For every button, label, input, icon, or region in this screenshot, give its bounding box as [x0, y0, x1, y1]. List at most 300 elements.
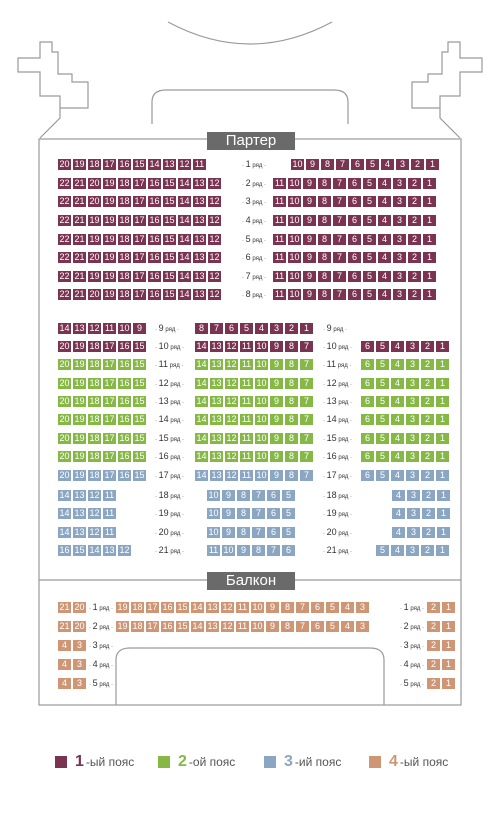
seat-4-right-3[interactable]: 3 [392, 214, 407, 227]
seat-b1-mid-8[interactable]: 8 [280, 601, 295, 614]
seat-10-left-20[interactable]: 20 [57, 340, 72, 353]
seat-21-left-14[interactable]: 14 [87, 544, 102, 557]
seat-10-mid-14[interactable]: 14 [194, 340, 209, 353]
seat-7-left-12[interactable]: 12 [207, 270, 222, 283]
seat-11-left-19[interactable]: 19 [72, 358, 87, 371]
seat-21-left-16[interactable]: 16 [57, 544, 72, 557]
seat-12-mid-8[interactable]: 8 [284, 377, 299, 390]
seat-3-right-6[interactable]: 6 [347, 195, 362, 208]
seat-14-left-20[interactable]: 20 [57, 413, 72, 426]
seat-17-right-6[interactable]: 6 [360, 469, 375, 482]
seat-5-right-2[interactable]: 2 [407, 233, 422, 246]
seat-7-left-21[interactable]: 21 [72, 270, 87, 283]
seat-19-right-1[interactable]: 1 [436, 507, 451, 520]
seat-4-left-12[interactable]: 12 [207, 214, 222, 227]
seat-3-right-7[interactable]: 7 [332, 195, 347, 208]
seat-14-mid-11[interactable]: 11 [239, 413, 254, 426]
seat-3-left-17[interactable]: 17 [132, 195, 147, 208]
seat-11-mid-9[interactable]: 9 [269, 358, 284, 371]
seat-b2-mid-6[interactable]: 6 [310, 620, 325, 633]
seat-17-left-20[interactable]: 20 [57, 469, 72, 482]
seat-18-right-2[interactable]: 2 [421, 489, 436, 502]
seat-5-left-15[interactable]: 15 [162, 233, 177, 246]
seat-b1-mid-12[interactable]: 12 [220, 601, 235, 614]
seat-17-left-16[interactable]: 16 [117, 469, 132, 482]
seat-3-right-9[interactable]: 9 [302, 195, 317, 208]
seat-b1-right-2[interactable]: 2 [426, 601, 441, 614]
seat-b1-left-21[interactable]: 21 [57, 601, 72, 614]
seat-6-left-22[interactable]: 22 [57, 251, 72, 264]
seat-8-left-13[interactable]: 13 [192, 288, 207, 301]
seat-14-right-6[interactable]: 6 [360, 413, 375, 426]
seat-19-left-12[interactable]: 12 [87, 507, 102, 520]
seat-12-mid-9[interactable]: 9 [269, 377, 284, 390]
seat-1-left-15[interactable]: 15 [132, 158, 147, 171]
seat-18-right-4[interactable]: 4 [391, 489, 406, 502]
seat-7-left-17[interactable]: 17 [132, 270, 147, 283]
seat-6-left-17[interactable]: 17 [132, 251, 147, 264]
seat-b3-left-3[interactable]: 3 [72, 639, 87, 652]
seat-17-left-19[interactable]: 19 [72, 469, 87, 482]
seat-b2-left-21[interactable]: 21 [57, 620, 72, 633]
seat-14-right-1[interactable]: 1 [435, 413, 450, 426]
seat-8-left-15[interactable]: 15 [162, 288, 177, 301]
seat-14-left-17[interactable]: 17 [102, 413, 117, 426]
seat-7-right-8[interactable]: 8 [317, 270, 332, 283]
seat-1-right-3[interactable]: 3 [395, 158, 410, 171]
seat-15-right-4[interactable]: 4 [390, 432, 405, 445]
seat-21-mid-7[interactable]: 7 [266, 544, 281, 557]
seat-2-left-17[interactable]: 17 [132, 177, 147, 190]
seat-20-mid-10[interactable]: 10 [206, 526, 221, 539]
seat-8-left-14[interactable]: 14 [177, 288, 192, 301]
seat-3-left-18[interactable]: 18 [117, 195, 132, 208]
seat-6-left-20[interactable]: 20 [87, 251, 102, 264]
seat-10-left-16[interactable]: 16 [117, 340, 132, 353]
seat-16-left-20[interactable]: 20 [57, 450, 72, 463]
seat-2-right-11[interactable]: 11 [272, 177, 287, 190]
seat-11-left-15[interactable]: 15 [132, 358, 147, 371]
seat-10-right-2[interactable]: 2 [420, 340, 435, 353]
seat-3-right-3[interactable]: 3 [392, 195, 407, 208]
seat-16-mid-13[interactable]: 13 [209, 450, 224, 463]
seat-2-left-18[interactable]: 18 [117, 177, 132, 190]
seat-12-right-2[interactable]: 2 [420, 377, 435, 390]
seat-4-right-11[interactable]: 11 [272, 214, 287, 227]
seat-1-left-17[interactable]: 17 [102, 158, 117, 171]
seat-1-right-7[interactable]: 7 [335, 158, 350, 171]
seat-b1-mid-5[interactable]: 5 [325, 601, 340, 614]
seat-19-mid-5[interactable]: 5 [281, 507, 296, 520]
seat-7-right-11[interactable]: 11 [272, 270, 287, 283]
seat-b1-right-1[interactable]: 1 [441, 601, 456, 614]
seat-b2-mid-13[interactable]: 13 [205, 620, 220, 633]
seat-5-right-6[interactable]: 6 [347, 233, 362, 246]
seat-1-right-5[interactable]: 5 [365, 158, 380, 171]
seat-15-right-3[interactable]: 3 [405, 432, 420, 445]
seat-20-right-2[interactable]: 2 [421, 526, 436, 539]
seat-11-right-1[interactable]: 1 [435, 358, 450, 371]
seat-12-left-19[interactable]: 19 [72, 377, 87, 390]
seat-2-right-10[interactable]: 10 [287, 177, 302, 190]
seat-13-left-15[interactable]: 15 [132, 395, 147, 408]
seat-b1-mid-14[interactable]: 14 [190, 601, 205, 614]
seat-4-right-4[interactable]: 4 [377, 214, 392, 227]
seat-21-right-5[interactable]: 5 [375, 544, 390, 557]
seat-14-right-5[interactable]: 5 [375, 413, 390, 426]
seat-6-right-4[interactable]: 4 [377, 251, 392, 264]
seat-7-left-19[interactable]: 19 [102, 270, 117, 283]
seat-1-left-20[interactable]: 20 [57, 158, 72, 171]
seat-17-mid-7[interactable]: 7 [299, 469, 314, 482]
seat-1-left-13[interactable]: 13 [162, 158, 177, 171]
seat-4-right-10[interactable]: 10 [287, 214, 302, 227]
seat-b1-mid-6[interactable]: 6 [310, 601, 325, 614]
seat-6-left-13[interactable]: 13 [192, 251, 207, 264]
seat-19-left-14[interactable]: 14 [57, 507, 72, 520]
seat-2-right-6[interactable]: 6 [347, 177, 362, 190]
seat-7-left-16[interactable]: 16 [147, 270, 162, 283]
seat-3-right-5[interactable]: 5 [362, 195, 377, 208]
seat-14-mid-8[interactable]: 8 [284, 413, 299, 426]
seat-10-right-1[interactable]: 1 [435, 340, 450, 353]
seat-14-mid-12[interactable]: 12 [224, 413, 239, 426]
seat-13-mid-7[interactable]: 7 [299, 395, 314, 408]
seat-18-left-13[interactable]: 13 [72, 489, 87, 502]
seat-16-mid-8[interactable]: 8 [284, 450, 299, 463]
seat-1-right-8[interactable]: 8 [320, 158, 335, 171]
seat-21-mid-10[interactable]: 10 [221, 544, 236, 557]
seat-8-right-4[interactable]: 4 [377, 288, 392, 301]
seat-13-left-18[interactable]: 18 [87, 395, 102, 408]
seat-11-right-2[interactable]: 2 [420, 358, 435, 371]
seat-13-right-1[interactable]: 1 [435, 395, 450, 408]
seat-18-mid-10[interactable]: 10 [206, 489, 221, 502]
seat-12-mid-14[interactable]: 14 [194, 377, 209, 390]
seat-4-right-8[interactable]: 8 [317, 214, 332, 227]
seat-12-mid-12[interactable]: 12 [224, 377, 239, 390]
seat-15-left-15[interactable]: 15 [132, 432, 147, 445]
seat-18-mid-6[interactable]: 6 [266, 489, 281, 502]
seat-1-right-2[interactable]: 2 [410, 158, 425, 171]
seat-15-right-2[interactable]: 2 [420, 432, 435, 445]
seat-8-left-16[interactable]: 16 [147, 288, 162, 301]
seat-21-right-2[interactable]: 2 [420, 544, 435, 557]
seat-3-right-2[interactable]: 2 [407, 195, 422, 208]
seat-2-right-3[interactable]: 3 [392, 177, 407, 190]
seat-4-left-13[interactable]: 13 [192, 214, 207, 227]
seat-17-right-3[interactable]: 3 [405, 469, 420, 482]
seat-b2-mid-14[interactable]: 14 [190, 620, 205, 633]
seat-18-mid-5[interactable]: 5 [281, 489, 296, 502]
seat-16-left-19[interactable]: 19 [72, 450, 87, 463]
seat-2-right-9[interactable]: 9 [302, 177, 317, 190]
seat-6-right-1[interactable]: 1 [422, 251, 437, 264]
seat-3-left-16[interactable]: 16 [147, 195, 162, 208]
seat-8-right-10[interactable]: 10 [287, 288, 302, 301]
seat-6-left-18[interactable]: 18 [117, 251, 132, 264]
seat-20-left-12[interactable]: 12 [87, 526, 102, 539]
seat-15-mid-14[interactable]: 14 [194, 432, 209, 445]
seat-9-left-11[interactable]: 11 [102, 322, 117, 335]
seat-8-left-20[interactable]: 20 [87, 288, 102, 301]
seat-17-right-5[interactable]: 5 [375, 469, 390, 482]
seat-19-mid-10[interactable]: 10 [206, 507, 221, 520]
seat-14-right-2[interactable]: 2 [420, 413, 435, 426]
seat-5-left-14[interactable]: 14 [177, 233, 192, 246]
seat-20-mid-9[interactable]: 9 [221, 526, 236, 539]
seat-6-right-5[interactable]: 5 [362, 251, 377, 264]
seat-5-left-16[interactable]: 16 [147, 233, 162, 246]
seat-12-left-17[interactable]: 17 [102, 377, 117, 390]
seat-2-left-12[interactable]: 12 [207, 177, 222, 190]
seat-7-left-15[interactable]: 15 [162, 270, 177, 283]
seat-13-right-4[interactable]: 4 [390, 395, 405, 408]
seat-3-right-1[interactable]: 1 [422, 195, 437, 208]
seat-7-right-9[interactable]: 9 [302, 270, 317, 283]
seat-18-left-14[interactable]: 14 [57, 489, 72, 502]
seat-b1-mid-17[interactable]: 17 [145, 601, 160, 614]
seat-10-left-18[interactable]: 18 [87, 340, 102, 353]
seat-b1-mid-15[interactable]: 15 [175, 601, 190, 614]
seat-5-right-11[interactable]: 11 [272, 233, 287, 246]
seat-b1-mid-4[interactable]: 4 [340, 601, 355, 614]
seat-10-left-19[interactable]: 19 [72, 340, 87, 353]
seat-16-right-3[interactable]: 3 [405, 450, 420, 463]
seat-16-mid-12[interactable]: 12 [224, 450, 239, 463]
seat-11-mid-8[interactable]: 8 [284, 358, 299, 371]
seat-11-right-4[interactable]: 4 [390, 358, 405, 371]
seat-14-mid-14[interactable]: 14 [194, 413, 209, 426]
seat-15-mid-13[interactable]: 13 [209, 432, 224, 445]
seat-11-mid-11[interactable]: 11 [239, 358, 254, 371]
seat-13-mid-10[interactable]: 10 [254, 395, 269, 408]
seat-19-right-4[interactable]: 4 [391, 507, 406, 520]
seat-11-left-16[interactable]: 16 [117, 358, 132, 371]
seat-b1-left-20[interactable]: 20 [72, 601, 87, 614]
seat-20-mid-6[interactable]: 6 [266, 526, 281, 539]
seat-3-left-20[interactable]: 20 [87, 195, 102, 208]
seat-6-left-16[interactable]: 16 [147, 251, 162, 264]
seat-3-left-19[interactable]: 19 [102, 195, 117, 208]
seat-12-right-1[interactable]: 1 [435, 377, 450, 390]
seat-9-left-12[interactable]: 12 [87, 322, 102, 335]
seat-12-left-16[interactable]: 16 [117, 377, 132, 390]
seat-7-left-22[interactable]: 22 [57, 270, 72, 283]
seat-14-mid-9[interactable]: 9 [269, 413, 284, 426]
seat-b1-mid-13[interactable]: 13 [205, 601, 220, 614]
seat-9-mid-6[interactable]: 6 [224, 322, 239, 335]
seat-5-left-13[interactable]: 13 [192, 233, 207, 246]
seat-11-right-3[interactable]: 3 [405, 358, 420, 371]
seat-7-right-2[interactable]: 2 [407, 270, 422, 283]
seat-b1-mid-9[interactable]: 9 [265, 601, 280, 614]
seat-1-left-16[interactable]: 16 [117, 158, 132, 171]
seat-19-right-2[interactable]: 2 [421, 507, 436, 520]
seat-b2-mid-15[interactable]: 15 [175, 620, 190, 633]
seat-20-right-4[interactable]: 4 [391, 526, 406, 539]
seat-7-right-5[interactable]: 5 [362, 270, 377, 283]
seat-14-left-15[interactable]: 15 [132, 413, 147, 426]
seat-10-right-4[interactable]: 4 [390, 340, 405, 353]
seat-11-mid-14[interactable]: 14 [194, 358, 209, 371]
seat-2-left-15[interactable]: 15 [162, 177, 177, 190]
seat-3-left-21[interactable]: 21 [72, 195, 87, 208]
seat-20-right-3[interactable]: 3 [406, 526, 421, 539]
seat-7-left-18[interactable]: 18 [117, 270, 132, 283]
seat-b2-mid-3[interactable]: 3 [355, 620, 370, 633]
seat-10-mid-11[interactable]: 11 [239, 340, 254, 353]
seat-8-right-3[interactable]: 3 [392, 288, 407, 301]
seat-b2-mid-17[interactable]: 17 [145, 620, 160, 633]
seat-10-mid-8[interactable]: 8 [284, 340, 299, 353]
seat-4-right-1[interactable]: 1 [422, 214, 437, 227]
seat-11-right-6[interactable]: 6 [360, 358, 375, 371]
seat-13-mid-13[interactable]: 13 [209, 395, 224, 408]
seat-3-left-15[interactable]: 15 [162, 195, 177, 208]
seat-8-left-17[interactable]: 17 [132, 288, 147, 301]
seat-7-right-4[interactable]: 4 [377, 270, 392, 283]
seat-8-right-7[interactable]: 7 [332, 288, 347, 301]
seat-1-left-14[interactable]: 14 [147, 158, 162, 171]
seat-5-right-4[interactable]: 4 [377, 233, 392, 246]
seat-12-mid-10[interactable]: 10 [254, 377, 269, 390]
seat-2-right-8[interactable]: 8 [317, 177, 332, 190]
seat-17-left-18[interactable]: 18 [87, 469, 102, 482]
seat-21-mid-11[interactable]: 11 [206, 544, 221, 557]
seat-b2-mid-4[interactable]: 4 [340, 620, 355, 633]
seat-b1-mid-19[interactable]: 19 [115, 601, 130, 614]
seat-2-left-16[interactable]: 16 [147, 177, 162, 190]
seat-15-left-16[interactable]: 16 [117, 432, 132, 445]
seat-20-mid-8[interactable]: 8 [236, 526, 251, 539]
seat-13-right-5[interactable]: 5 [375, 395, 390, 408]
seat-16-mid-7[interactable]: 7 [299, 450, 314, 463]
seat-2-right-4[interactable]: 4 [377, 177, 392, 190]
seat-b3-left-4[interactable]: 4 [57, 639, 72, 652]
seat-b3-right-2[interactable]: 2 [426, 639, 441, 652]
seat-5-left-22[interactable]: 22 [57, 233, 72, 246]
seat-14-left-18[interactable]: 18 [87, 413, 102, 426]
seat-6-right-9[interactable]: 9 [302, 251, 317, 264]
seat-7-left-14[interactable]: 14 [177, 270, 192, 283]
seat-12-left-20[interactable]: 20 [57, 377, 72, 390]
seat-6-left-14[interactable]: 14 [177, 251, 192, 264]
seat-2-left-13[interactable]: 13 [192, 177, 207, 190]
seat-8-left-18[interactable]: 18 [117, 288, 132, 301]
seat-15-right-1[interactable]: 1 [435, 432, 450, 445]
seat-10-left-17[interactable]: 17 [102, 340, 117, 353]
seat-b5-right-2[interactable]: 2 [426, 677, 441, 690]
seat-6-left-15[interactable]: 15 [162, 251, 177, 264]
seat-8-right-2[interactable]: 2 [407, 288, 422, 301]
seat-7-right-3[interactable]: 3 [392, 270, 407, 283]
seat-7-left-13[interactable]: 13 [192, 270, 207, 283]
seat-2-left-14[interactable]: 14 [177, 177, 192, 190]
seat-16-mid-10[interactable]: 10 [254, 450, 269, 463]
seat-21-left-12[interactable]: 12 [117, 544, 132, 557]
seat-4-left-16[interactable]: 16 [147, 214, 162, 227]
seat-11-mid-10[interactable]: 10 [254, 358, 269, 371]
seat-13-left-17[interactable]: 17 [102, 395, 117, 408]
seat-11-mid-12[interactable]: 12 [224, 358, 239, 371]
seat-4-left-22[interactable]: 22 [57, 214, 72, 227]
seat-b2-left-20[interactable]: 20 [72, 620, 87, 633]
seat-5-left-21[interactable]: 21 [72, 233, 87, 246]
seat-9-left-14[interactable]: 14 [57, 322, 72, 335]
seat-15-mid-11[interactable]: 11 [239, 432, 254, 445]
seat-10-mid-9[interactable]: 9 [269, 340, 284, 353]
seat-10-right-3[interactable]: 3 [405, 340, 420, 353]
seat-b5-right-1[interactable]: 1 [441, 677, 456, 690]
seat-8-left-21[interactable]: 21 [72, 288, 87, 301]
seat-b4-left-3[interactable]: 3 [72, 658, 87, 671]
seat-b2-mid-8[interactable]: 8 [280, 620, 295, 633]
seat-14-mid-7[interactable]: 7 [299, 413, 314, 426]
seat-16-right-1[interactable]: 1 [435, 450, 450, 463]
seat-15-left-18[interactable]: 18 [87, 432, 102, 445]
seat-7-right-7[interactable]: 7 [332, 270, 347, 283]
seat-b2-mid-16[interactable]: 16 [160, 620, 175, 633]
seat-b1-mid-16[interactable]: 16 [160, 601, 175, 614]
seat-14-left-16[interactable]: 16 [117, 413, 132, 426]
seat-4-right-6[interactable]: 6 [347, 214, 362, 227]
seat-b2-mid-5[interactable]: 5 [325, 620, 340, 633]
seat-4-left-18[interactable]: 18 [117, 214, 132, 227]
seat-18-mid-7[interactable]: 7 [251, 489, 266, 502]
seat-15-mid-10[interactable]: 10 [254, 432, 269, 445]
seat-13-mid-11[interactable]: 11 [239, 395, 254, 408]
seat-5-left-19[interactable]: 19 [87, 233, 102, 246]
seat-21-right-1[interactable]: 1 [435, 544, 450, 557]
seat-5-left-18[interactable]: 18 [117, 233, 132, 246]
seat-21-mid-8[interactable]: 8 [251, 544, 266, 557]
seat-19-right-3[interactable]: 3 [406, 507, 421, 520]
seat-4-left-21[interactable]: 21 [72, 214, 87, 227]
seat-6-right-7[interactable]: 7 [332, 251, 347, 264]
seat-15-left-20[interactable]: 20 [57, 432, 72, 445]
seat-b1-mid-10[interactable]: 10 [250, 601, 265, 614]
seat-4-left-14[interactable]: 14 [177, 214, 192, 227]
seat-4-left-19[interactable]: 19 [87, 214, 102, 227]
seat-6-right-3[interactable]: 3 [392, 251, 407, 264]
seat-8-right-11[interactable]: 11 [272, 288, 287, 301]
seat-1-right-9[interactable]: 9 [305, 158, 320, 171]
seat-18-left-12[interactable]: 12 [87, 489, 102, 502]
seat-14-right-3[interactable]: 3 [405, 413, 420, 426]
seat-2-right-1[interactable]: 1 [422, 177, 437, 190]
seat-4-right-9[interactable]: 9 [302, 214, 317, 227]
seat-12-right-3[interactable]: 3 [405, 377, 420, 390]
seat-b2-mid-12[interactable]: 12 [220, 620, 235, 633]
seat-1-right-10[interactable]: 10 [290, 158, 305, 171]
seat-11-mid-13[interactable]: 13 [209, 358, 224, 371]
seat-2-left-21[interactable]: 21 [72, 177, 87, 190]
seat-11-left-17[interactable]: 17 [102, 358, 117, 371]
seat-10-right-5[interactable]: 5 [375, 340, 390, 353]
seat-13-mid-8[interactable]: 8 [284, 395, 299, 408]
seat-20-left-14[interactable]: 14 [57, 526, 72, 539]
seat-8-left-12[interactable]: 12 [207, 288, 222, 301]
seat-8-right-9[interactable]: 9 [302, 288, 317, 301]
seat-2-left-20[interactable]: 20 [87, 177, 102, 190]
seat-12-mid-7[interactable]: 7 [299, 377, 314, 390]
seat-21-right-3[interactable]: 3 [405, 544, 420, 557]
seat-20-left-13[interactable]: 13 [72, 526, 87, 539]
seat-12-right-5[interactable]: 5 [375, 377, 390, 390]
seat-5-right-10[interactable]: 10 [287, 233, 302, 246]
seat-9-left-10[interactable]: 10 [117, 322, 132, 335]
